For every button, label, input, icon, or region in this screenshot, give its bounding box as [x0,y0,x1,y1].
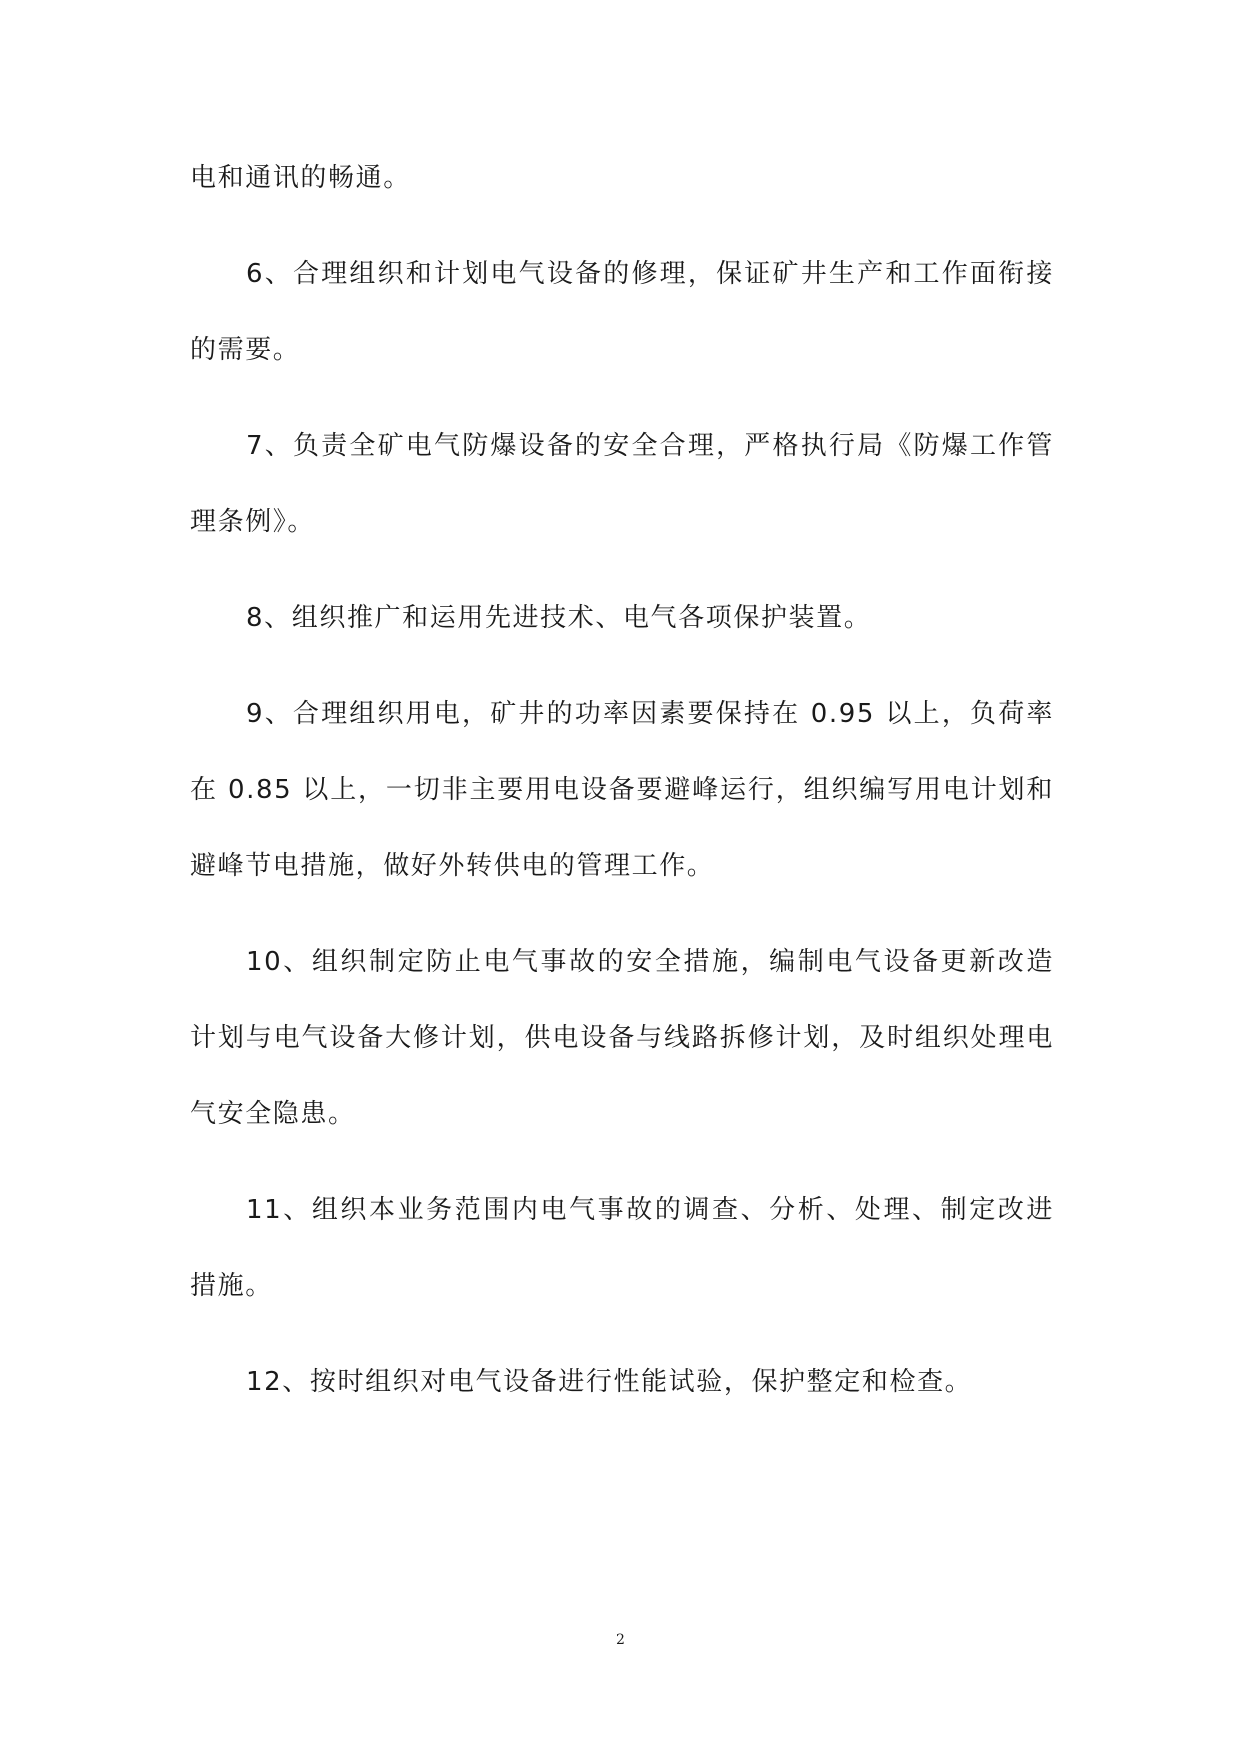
paragraph-item-12: 12、按时组织对电气设备进行性能试验，保护整定和检查。 [246,1367,973,1397]
paragraph-item-11: 11、组织本业务范围内电气事故的调查、分析、处理、制定改进措施。 [190,1195,1054,1301]
paragraph-item-9: 9、合理组织用电，矿井的功率因素要保持在 0.95 以上，负荷率在 0.85 以上，一切非主要用电设备要避峰运行，组织编写用电计划和避峰节电措施，做好外转供电的管理工作。 [190,699,1054,881]
paragraph-item-8: 8、组织推广和运用先进技术、电气各项保护装置。 [246,603,872,633]
paragraph-item-7: 7、负责全矿电气防爆设备的安全合理，严格执行局《防爆工作管理条例》。 [190,431,1054,537]
document-body [190,140,1054,1440]
paragraph-continuation: 电和通讯的畅通。 [190,163,411,193]
paragraph-item-10: 10、组织制定防止电气事故的安全措施，编制电气设备更新改造计划与电气设备大修计划，供电设备与线路拆修计划，及时组织处理电气安全隐患。 [190,947,1054,1129]
page-number: 2 [616,1632,625,1648]
paragraph-item-6: 6、合理组织和计划电气设备的修理，保证矿井生产和工作面衔接的需要。 [190,259,1054,365]
